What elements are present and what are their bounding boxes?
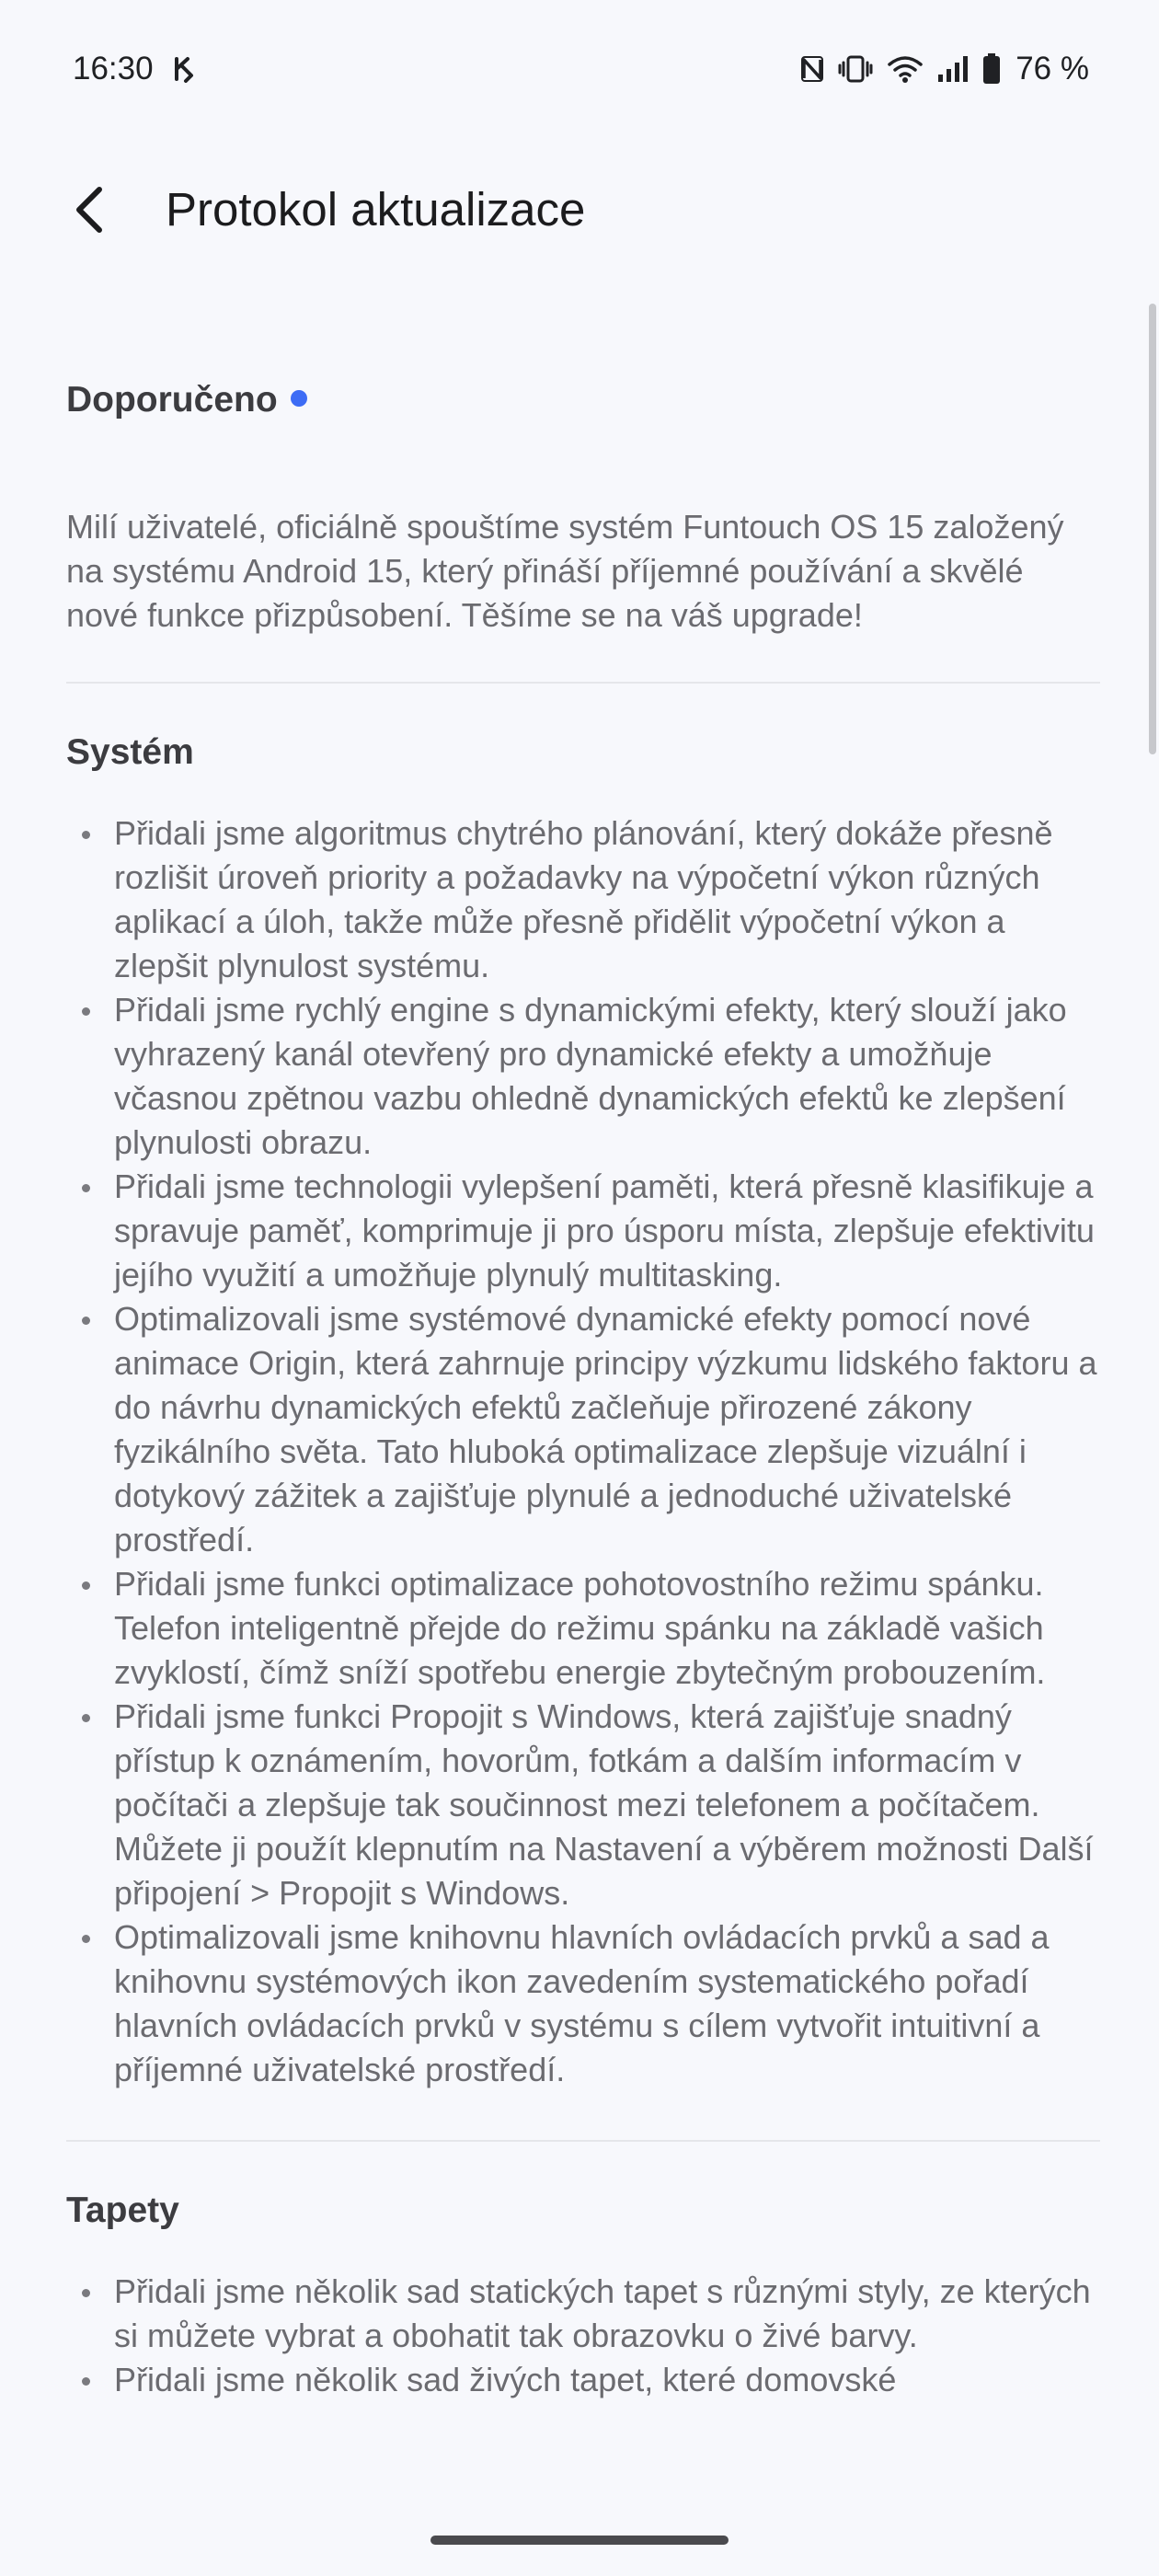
recommended-title	[66, 373, 1100, 428]
battery-percentage: 76 %	[1016, 51, 1089, 86]
home-indicator[interactable]	[430, 2536, 729, 2545]
list-item-text: Optimalizovali jsme knihovnu hlavních ovládacích prvků a sad a knihovnu systémových ikon zavedením systematického pořadí hlavních ovládacích prvků v systému s cílem vytvořit intuitivní a příjemné uživatelské prostředí.	[114, 1918, 1050, 2088]
wallpapers-section	[66, 2183, 1100, 2402]
k-app-icon	[171, 55, 199, 83]
page-title: Protokol aktualizace	[166, 183, 586, 236]
list-item-text: Přidali jsme několik sad živých tapet, které domovské	[114, 2361, 897, 2398]
bullet-icon	[82, 1581, 90, 1590]
list-item	[66, 1297, 1100, 1562]
list-item-text: Optimalizovali jsme systémové dynamické efekty pomocí nové animace Origin, která zahrnuje principy výzkumu lidského faktoru a do návrhu dynamických efektů začleňuje přirozené zákony fyzikálního světa. Tato hluboká optimalizace zlepšuje vizuální i dotykový zážitek a zajišťuje plynulé a jednoduché uživatelské prostředí.	[114, 1300, 1097, 1558]
wallpapers-list	[66, 2270, 1100, 2402]
signal-icon	[936, 54, 970, 84]
bullet-icon	[82, 2289, 90, 2297]
bullet-icon	[82, 1714, 90, 1722]
section-title-wallpapers: Tapety	[66, 2191, 179, 2230]
scrollbar-thumb[interactable]	[1149, 304, 1156, 754]
list-item	[66, 1695, 1100, 1915]
list-item	[66, 1562, 1100, 1695]
status-bar	[0, 0, 1159, 138]
bullet-icon	[82, 1007, 90, 1016]
list-item-text: Přidali jsme technologii vylepšení paměti, která přesně klasifikuje a spravuje paměť, komprimuje ji pro úsporu místa, zlepšuje efektivitu jejího využití a umožňuje plynulý multitasking.	[114, 1167, 1095, 1294]
vibrate-icon	[837, 54, 874, 84]
bullet-icon	[82, 2377, 90, 2386]
back-arrow-icon	[72, 184, 109, 236]
list-item-text: Přidali jsme algoritmus chytrého plánování, který dokáže přesně rozlišit úroveň priority a požadavky na výpočetní výkon různých aplikací a úloh, takže může přesně přidělit výpočetní výkon a zlepšit plynulost systému.	[114, 814, 1053, 984]
recommended-dot-icon	[291, 390, 307, 407]
list-item-text: Přidali jsme rychlý engine s dynamickými efekty, který slouží jako vyhrazený kanál otevřený pro dynamické efekty a umožňuje včasnou zpětnou vazbu ohledně dynamických efektů ke zlepšení plynulosti obrazu.	[114, 991, 1067, 1161]
system-list	[66, 811, 1100, 2092]
status-time: 16:30	[73, 51, 154, 86]
back-button[interactable]	[59, 178, 121, 241]
divider	[66, 682, 1100, 684]
wifi-icon	[887, 54, 924, 84]
list-item	[66, 1915, 1100, 2092]
recommended-section	[66, 373, 1100, 638]
battery-icon	[982, 53, 1001, 85]
list-item	[66, 2270, 1100, 2358]
recommended-text: Milí uživatelé, oficiálně spouštíme systém Funtouch OS 15 založený na systému Android 15, který přináší příjemné používání a skvělé nové funkce přizpůsobení. Těšíme se na váš upgrade!	[66, 508, 1064, 634]
nfc-icon	[800, 54, 824, 84]
divider	[66, 2140, 1100, 2142]
recommended-title-text: Doporučeno	[66, 380, 278, 420]
list-item	[66, 988, 1100, 1165]
list-item	[66, 1165, 1100, 1297]
list-item	[66, 2358, 1100, 2402]
list-item-text: Přidali jsme několik sad statických tapet s různými styly, ze kterých si můžete vybrat a obohatit tak obrazovku o živé barvy.	[114, 2272, 1091, 2354]
list-item	[66, 811, 1100, 988]
system-section	[66, 725, 1100, 2092]
list-item-text: Přidali jsme funkci Propojit s Windows, která zajišťuje snadný přístup k oznámením, hovorům, fotkám a dalším informacím v počítači a zlepšuje tak součinnost mezi telefonem a počítačem. Můžete ji použít klepnutím na Nastavení a výběrem možnosti Další připojení > Propojit s Windows.	[114, 1697, 1094, 1912]
list-item-text: Přidali jsme funkci optimalizace pohotovostního režimu spánku. Telefon inteligentně přejde do režimu spánku na základě vašich zvyklostí, čímž sníží spotřebu energie zbytečným probouzením.	[114, 1565, 1046, 1691]
bullet-icon	[82, 1935, 90, 1943]
app-header	[0, 156, 1159, 262]
bullet-icon	[82, 1184, 90, 1192]
status-icons	[800, 46, 1089, 92]
bullet-icon	[82, 1317, 90, 1325]
changelog-content[interactable]	[66, 373, 1100, 2402]
section-title-system: Systém	[66, 732, 194, 772]
bullet-icon	[82, 831, 90, 839]
